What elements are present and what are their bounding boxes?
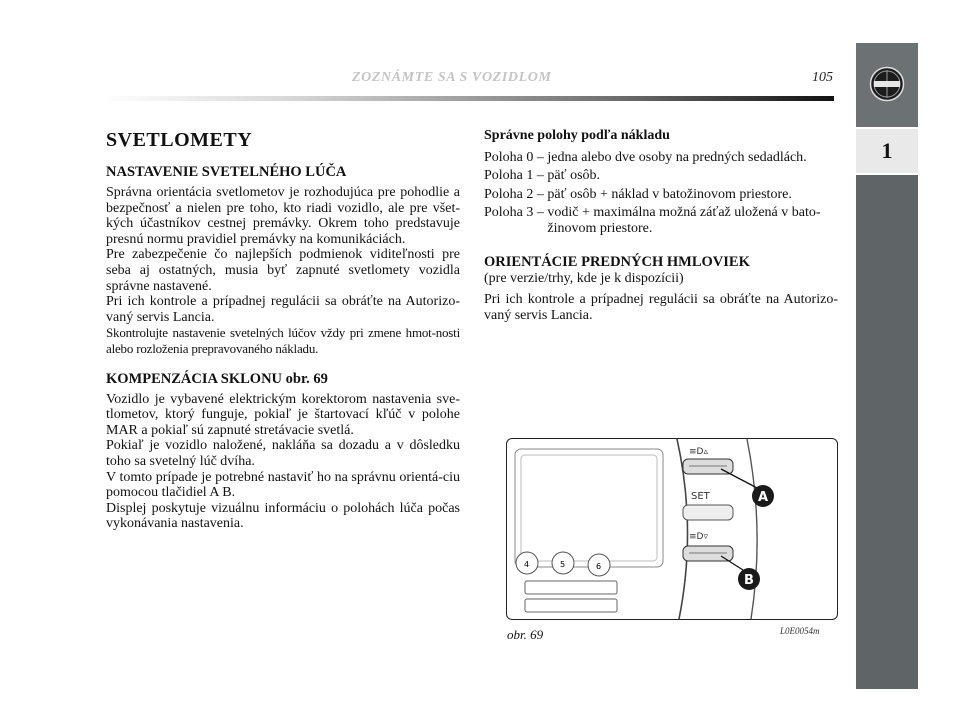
right-column — [484, 128, 838, 323]
svg-text:≡D▵: ≡D▵ — [689, 447, 708, 457]
section-heading-fog: ORIENTÁCIE PREDNÝCH HMLOVIEK — [484, 253, 750, 270]
position-text: vodič + maximálna možná záťaž uložená v bato-žinovom priestore. — [547, 205, 821, 236]
position-text: päť osôb + náklad v batožinovom priestore. — [547, 186, 792, 202]
position-label: Poloha 1 — [484, 168, 534, 184]
page-title: SVETLOMETY — [106, 129, 253, 151]
paragraph: Skontrolujte nastavenie svetelných lúčov vždy pri zmene hmot-nosti alebo rozloženia prepravovaného nákladu. — [106, 325, 460, 356]
list-item: Poloha 2 – päť osôb + náklad v batožinovom priestore. — [484, 186, 792, 202]
knob-label: 4 — [524, 560, 530, 569]
section-heading-leveling — [106, 371, 460, 388]
callout-a-label: A — [758, 490, 769, 505]
section-heading-beam: NASTAVENIE SVETELNÉHO LÚČA — [106, 164, 347, 180]
beam-up-icon — [689, 447, 708, 457]
section-heading-text: KOMPENZÁCIA SKLONU — [106, 370, 283, 387]
list-item: Poloha 3 – vodič + maximálna možná záťaž uložená v bato-žinovom priestore. — [484, 205, 838, 236]
set-label: SET — [691, 491, 710, 502]
figure-caption: obr. 69 — [507, 627, 544, 642]
lancia-logo-icon — [869, 66, 905, 102]
beam-down-icon — [689, 532, 708, 542]
fog-subheading: (pre verzie/trhy, kde je k dispozícii) — [484, 270, 684, 286]
paragraph: V tomto prípade je potrebné nastaviť ho na správnu orientá-ciu pomocou tlačidiel A B. — [106, 469, 460, 501]
list-item: Poloha 0 – jedna alebo dve osoby na predných sedadlách. — [484, 149, 807, 165]
position-text: päť osôb. — [547, 168, 601, 184]
left-column — [106, 128, 460, 532]
figure-code: L0E0054m — [780, 626, 820, 636]
figure-reference: obr. 69 — [285, 370, 328, 387]
position-text: jedna alebo dve osoby na predných sedadlách. — [547, 149, 807, 165]
paragraph: Pri ich kontrole a prípadnej regulácii sa obráťte na Autorizo-vaný servis Lancia. — [484, 292, 838, 323]
paragraph: Pre zabezpečenie čo najlepších podmienok viditeľnosti pre seba aj ostatných, musia byť zapnuté svetlomety vozidla správne nastavené. — [106, 247, 460, 294]
chapter-tab-number: 1 — [881, 138, 893, 163]
svg-text:≡D▿: ≡D▿ — [689, 532, 708, 542]
header-rule — [100, 96, 834, 101]
position-label: Poloha 2 — [484, 186, 534, 202]
paragraph: Vozidlo je vybavené elektrickým korektorom nastavenia sve-tlometov, ktorý funguje, pokiaľ je štartovací kľúč v polohe MAR a pokiaľ sú zapnuté stretávacie svetlá. — [106, 391, 460, 438]
load-positions-heading: Správne polohy podľa nákladu — [484, 128, 670, 143]
list-item: Poloha 1 – päť osôb. — [484, 168, 601, 184]
callout-b-label: B — [744, 573, 754, 588]
position-label: Poloha 3 — [484, 205, 534, 221]
set-button[interactable] — [683, 505, 733, 520]
knob-label: 5 — [560, 560, 566, 569]
chapter-tab[interactable] — [856, 127, 918, 175]
paragraph: Pri ich kontrole a prípadnej regulácii sa obráťte na Autorizo-vaný servis Lancia. — [106, 294, 460, 325]
dashboard-illustration — [507, 439, 837, 619]
paragraph: Pokiaľ je vozidlo naložené, nakláňa sa dozadu a v dôsledku toho sa svetelný lúč dvíha. — [106, 438, 460, 469]
figure-69 — [506, 438, 838, 620]
position-label: Poloha 0 — [484, 149, 534, 165]
page-number: 105 — [812, 70, 833, 85]
running-header: ZOZNÁMTE SA S VOZIDLOM — [352, 70, 552, 85]
knob-label: 6 — [596, 562, 602, 571]
paragraph: Displej poskytuje vizuálnu informáciu o polohách lúča počas vykonávania nastavenia. — [106, 500, 460, 532]
paragraph: Správna orientácia svetlometov je rozhodujúca pre pohodlie a bezpečnosť a nielen pre toho, kto riadi vozidlo, ale pre všet-kých účastníkov cestnej premávky. Okrem toho predstavuje presnú normu pravidiel premávky na komunikáciách. — [106, 185, 460, 247]
